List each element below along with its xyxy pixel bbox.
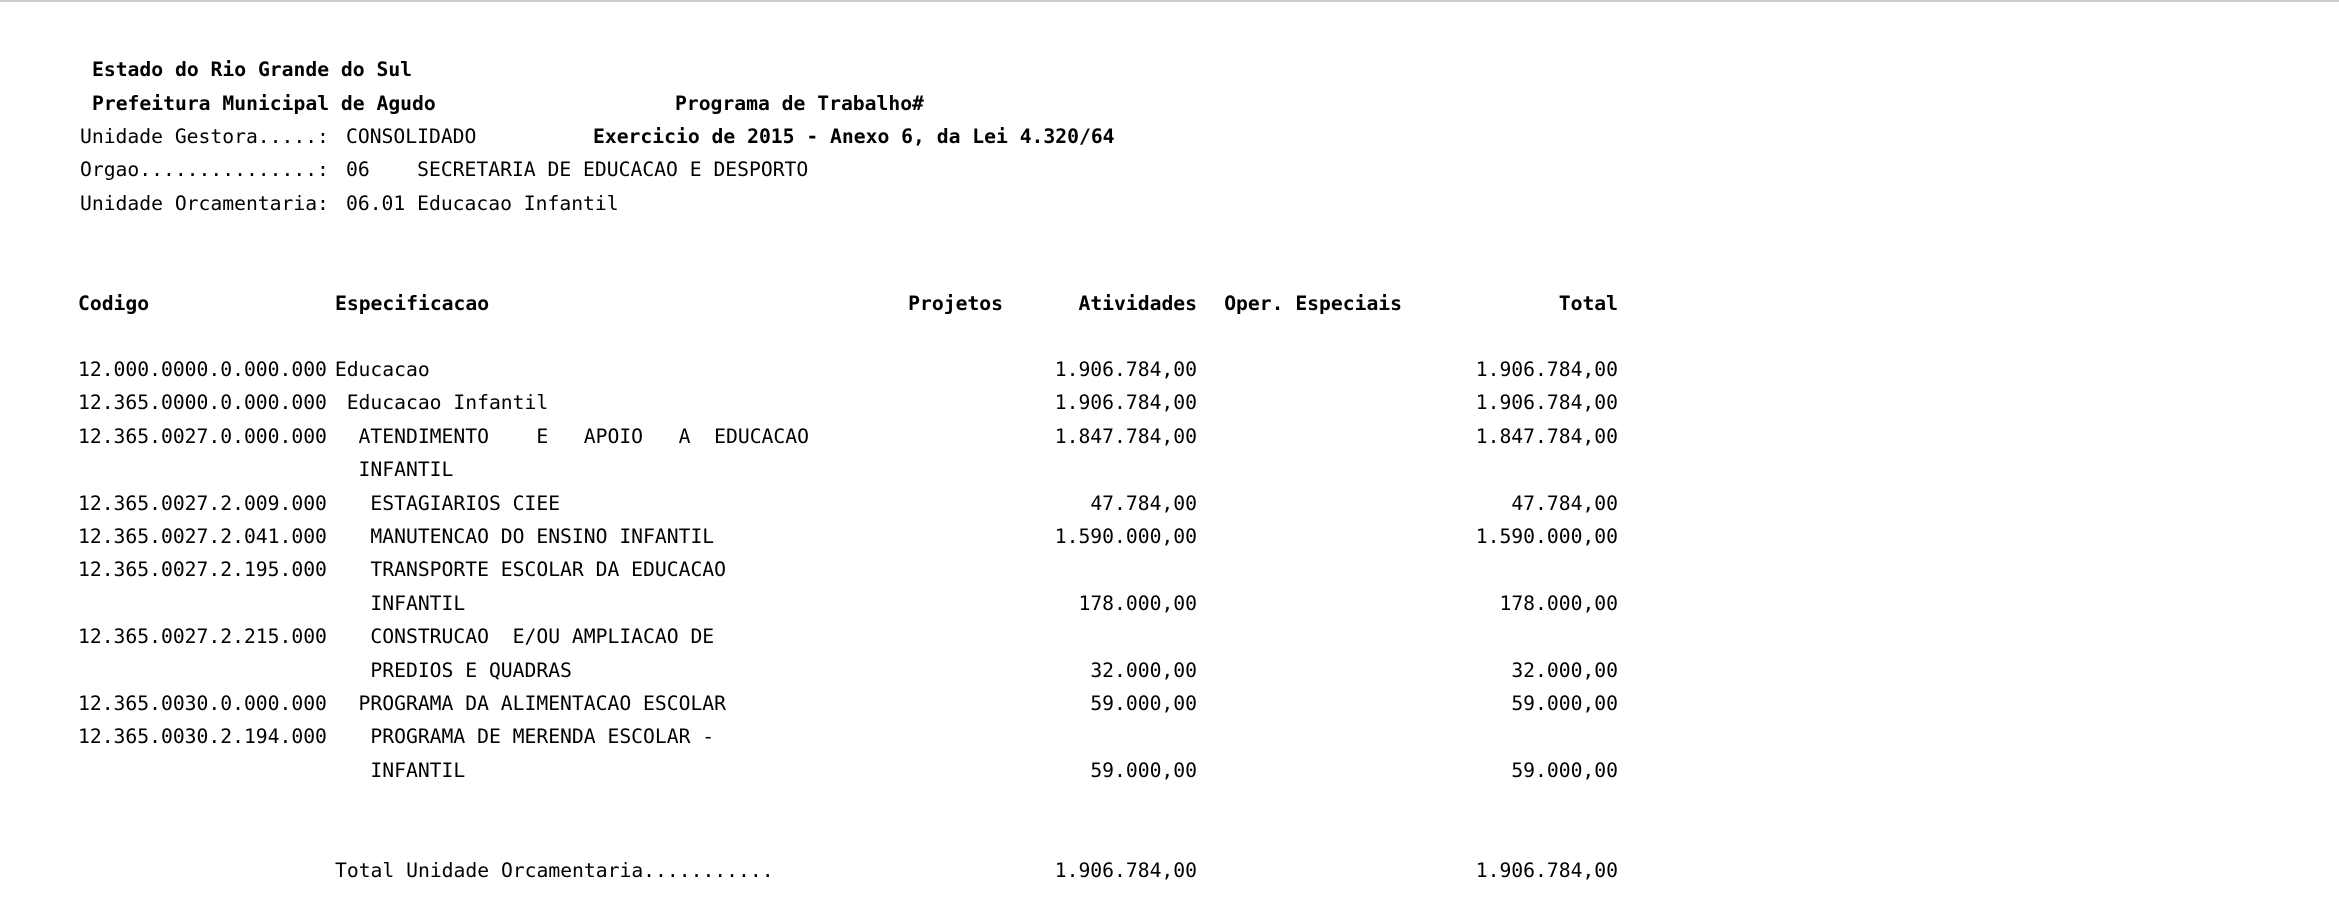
row-code: 12.365.0030.2.194.000 (78, 725, 327, 749)
table-row (0, 687, 2339, 720)
table-body (0, 353, 2339, 787)
table-row (0, 520, 2339, 553)
row-atividades: 178.000,00 (1078, 591, 1197, 615)
column-header-oper-especiais: Oper. Especiais (1224, 292, 1402, 315)
row-atividades: 32.000,00 (1090, 658, 1197, 682)
table-row (0, 386, 2339, 419)
info-value: 06.01 Educacao Infantil (346, 191, 619, 215)
page-top-rule (0, 0, 2339, 2)
column-header-codigo: Codigo (78, 292, 150, 315)
table-row (0, 553, 2339, 586)
column-header-projetos: Projetos (908, 292, 1003, 315)
report-subtitle: Exercicio de 2015 - Anexo 6, da Lei 4.320/64 (593, 125, 1115, 149)
info-line-unidade-gestora (0, 120, 2339, 153)
row-especificacao: INFANTIL (323, 758, 466, 782)
org-state-line: Estado do Rio Grande do Sul (92, 58, 413, 82)
row-especificacao: INFANTIL (323, 458, 454, 482)
row-total: 32.000,00 (1511, 658, 1618, 682)
row-total: 59.000,00 (1511, 691, 1618, 715)
row-atividades: 1.590.000,00 (1054, 524, 1197, 548)
row-especificacao: CONSTRUCAO E/OU AMPLIACAO DE (323, 625, 715, 649)
column-header-especificacao: Especificacao (335, 292, 490, 315)
row-total: 1.847.784,00 (1475, 424, 1618, 448)
column-header-total: Total (1558, 292, 1618, 315)
unit-total-label: Total Unidade Orcamentaria........... (335, 859, 774, 882)
row-total: 1.906.784,00 (1475, 358, 1618, 381)
row-atividades: 59.000,00 (1090, 691, 1197, 715)
table-row (0, 587, 2339, 620)
row-code: 12.365.0027.2.041.000 (78, 524, 327, 548)
table-row (0, 654, 2339, 687)
row-code: 12.365.0027.2.195.000 (78, 558, 327, 582)
table-row (0, 720, 2339, 753)
row-atividades: 1.847.784,00 (1054, 424, 1197, 448)
row-code: 12.365.0027.2.009.000 (78, 491, 327, 515)
info-value: CONSOLIDADO (346, 125, 477, 148)
row-code: 12.000.0000.0.000.000 (78, 358, 327, 381)
info-line-unidade-orcamentaria (0, 187, 2339, 220)
row-especificacao: ESTAGIARIOS CIEE (323, 491, 561, 515)
row-total: 59.000,00 (1511, 758, 1618, 782)
org-city-line: Prefeitura Municipal de Agudo (92, 91, 436, 115)
column-header-atividades: Atividades (1078, 292, 1197, 315)
row-especificacao: MANUTENCAO DO ENSINO INFANTIL (323, 524, 715, 548)
row-code: 12.365.0027.2.215.000 (78, 625, 327, 649)
row-atividades: 1.906.784,00 (1054, 358, 1197, 381)
row-especificacao: INFANTIL (323, 591, 466, 615)
row-atividades: 1.906.784,00 (1054, 391, 1197, 415)
table-row (0, 487, 2339, 520)
row-code: 12.365.0000.0.000.000 (78, 391, 327, 415)
unit-total-atividades: 1.906.784,00 (1054, 859, 1197, 882)
row-total: 47.784,00 (1511, 491, 1618, 515)
row-atividades: 59.000,00 (1090, 758, 1197, 782)
row-code: 12.365.0030.0.000.000 (78, 691, 327, 715)
row-especificacao: TRANSPORTE ESCOLAR DA EDUCACAO (323, 558, 726, 582)
table-row (0, 353, 2339, 386)
info-label: Unidade Gestora.....: (80, 125, 329, 148)
info-label: Orgao...............: (80, 158, 329, 182)
row-total: 1.906.784,00 (1475, 391, 1618, 415)
row-especificacao: PREDIOS E QUADRAS (323, 658, 572, 682)
info-label: Unidade Orcamentaria: (80, 191, 329, 215)
unit-total-row (0, 854, 2339, 887)
row-total: 1.590.000,00 (1475, 524, 1618, 548)
table-row (0, 754, 2339, 787)
unit-total-total: 1.906.784,00 (1475, 859, 1618, 882)
info-line-orgao (0, 153, 2339, 186)
info-block (0, 120, 2339, 220)
row-total: 178.000,00 (1499, 591, 1618, 615)
table-column-header (0, 287, 2339, 320)
row-atividades: 47.784,00 (1090, 491, 1197, 515)
row-especificacao: Educacao Infantil (323, 391, 549, 415)
row-especificacao: PROGRAMA DA ALIMENTACAO ESCOLAR (323, 691, 726, 715)
row-especificacao: PROGRAMA DE MERENDA ESCOLAR - (323, 725, 715, 749)
table-row (0, 620, 2339, 653)
report-title: Programa de Trabalho# (675, 91, 924, 115)
row-especificacao: Educacao (323, 358, 430, 381)
info-value: 06 SECRETARIA DE EDUCACAO E DESPORTO (346, 158, 809, 182)
table-row (0, 420, 2339, 453)
row-especificacao: ATENDIMENTO E APOIO A EDUCACAO (323, 424, 809, 448)
table-row (0, 453, 2339, 486)
row-code: 12.365.0027.0.000.000 (78, 424, 327, 448)
